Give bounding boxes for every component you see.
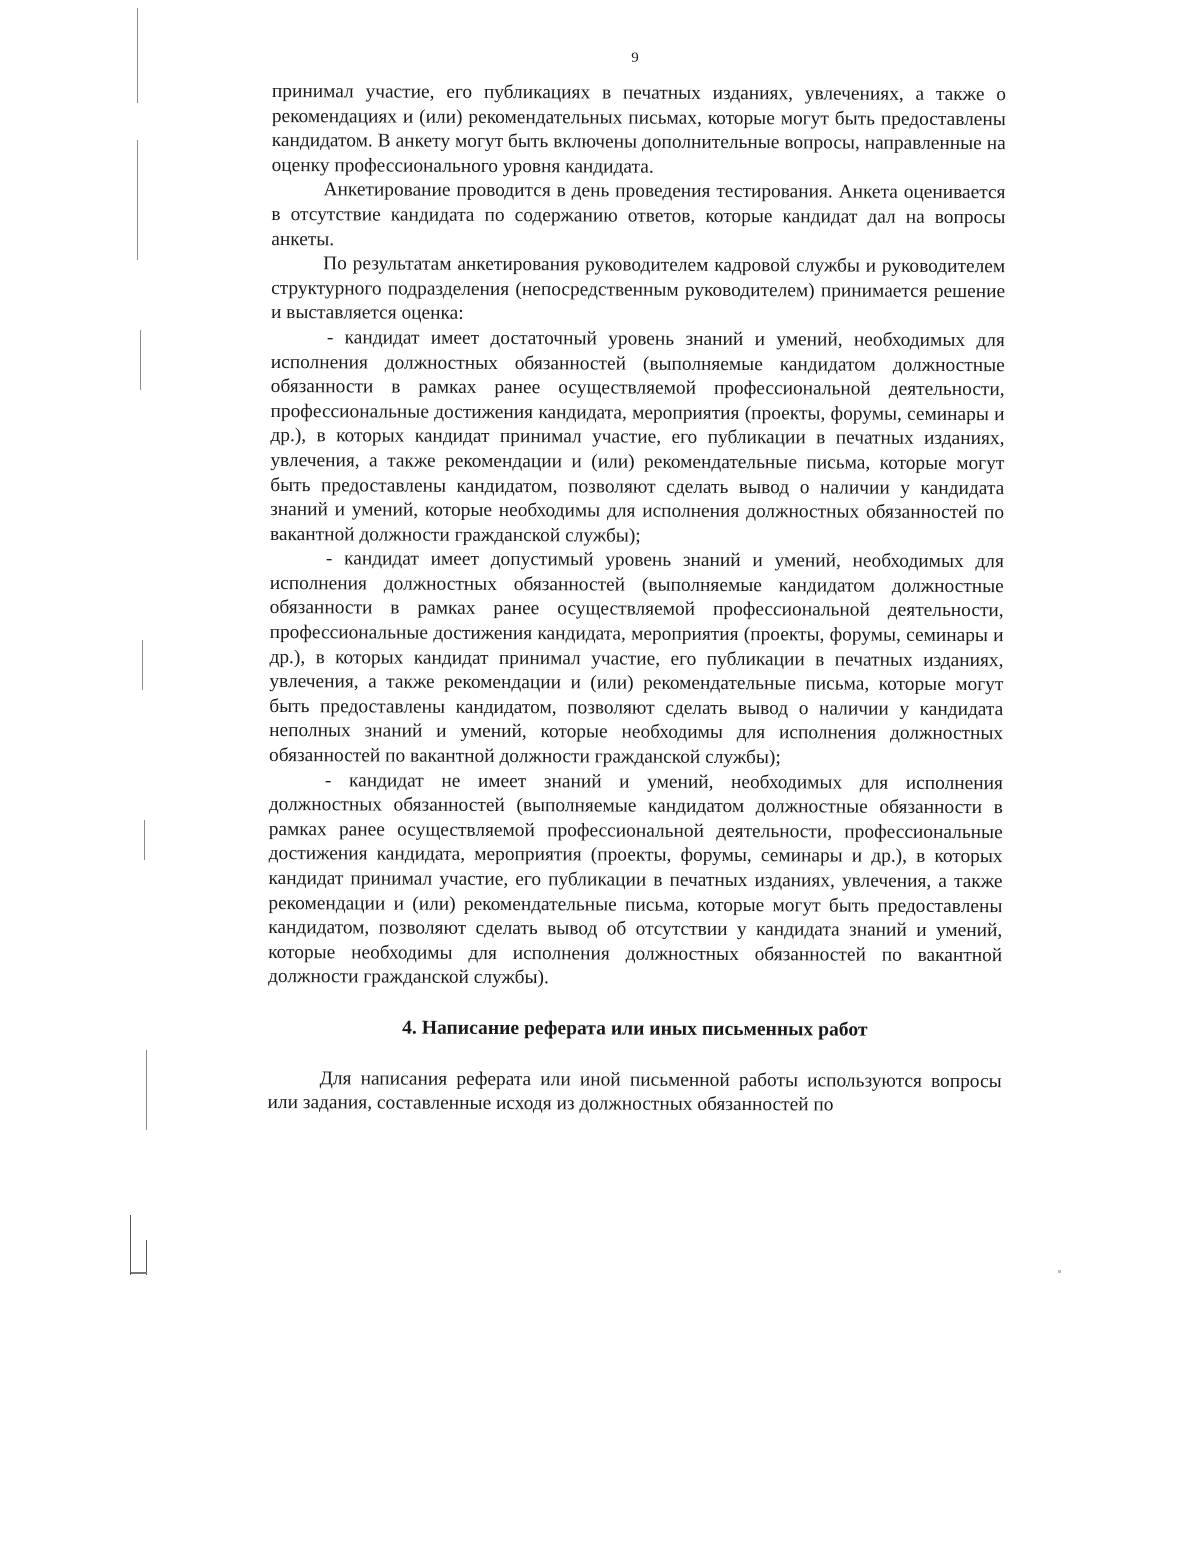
scan-artifact-line [137,8,138,103]
scan-artifact-line [144,820,145,860]
scan-artifact-line [137,140,138,260]
scan-artifact-line [146,1240,147,1275]
scan-artifact-line [146,1050,147,1130]
scan-artifact-line [131,1272,147,1274]
list-item-acceptable-level: - кандидат имеет допустимый уровень знаний и умений, необходимых для исполнения должностных обязанностей (выполняемые кандидатом должностные обязанности в рамках ранее осуществляемой профессиональной деятельности, профессиональные достижения кандидата, мероприятия (проекты, форумы, семинары и др.), в которых кандидат принимал участие, его публикации в печатных изданиях, увлечения, а также рекомендации и (или) рекомендательные письма, которые могут быть предоставлены кандидатом, позволяют сделать вывод о наличии у кандидата неполных знаний и умений, которые необходимы для исполнения должностных обязанностей по вакантной должности гражданской службы); [269,548,1004,769]
section-heading: 4. Написание реферата или иных письменных работ [402,1017,868,1041]
list-item-sufficient-level: - кандидат имеет достаточный уровень знаний и умений, необходимых для исполнения должностных обязанностей (выполняемые кандидатом должностные обязанности в рамках ранее осуществляемой профессиональной деятельности, профессиональные достижения кандидата, мероприятия (проекты, форумы, семинары и др.), в которых кандидат принимал участие, его публикации в печатных изданиях, увлечения, а также рекомендации и (или) рекомендательные письма, которые могут быть предоставлены кандидатом, позволяют сделать вывод о наличии у кандидата знаний и умений, которые необходимы для исполнения должностных обязанностей по вакантной должности гражданской службы); [269,327,1005,547]
paragraph-survey-results: По результатам анкетирования руководителем кадровой службы и руководителем структурного подразделения (непосредственным руководителем) принимается решение и выставляется оценка: [270,253,1006,325]
paragraph-survey-procedure: Анкетирование проводится в день проведения тестирования. Анкета оценивается в отсутствие кандидата по содержанию ответов, которые кандидат дал на вопросы анкеты. [271,179,1006,250]
scan-artifact-line [140,330,141,390]
scan-artifact-line [142,640,143,690]
paragraph-continuation: принимал участие, его публикациях в печатных изданиях, увлечениях, а также о рекомендациях и (или) рекомендательных письмах, которые могут быть предоставлены кандидатом. В анкету могут быть включены дополнительные вопросы, направленные на оценку профессионального уровня кандидата. [271,80,1006,178]
scan-artifact-line [130,1215,131,1275]
scan-artifact-dot [1058,1270,1061,1273]
paragraph-essay-questions: Для написания реферата или иной письменной работы используются вопросы или задания, составленные исходя из должностных обязанностей по [267,1067,1002,1116]
document-body [267,80,1006,1119]
page-number: 9 [631,50,639,66]
list-item-no-knowledge: - кандидат не имеет знаний и умений, необходимых для исполнения должностных обязанностей (выполняемые кандидатом должностные обязанности в рамках ранее осуществляемой профессиональной деятельности, профессиональные достижения кандидата, мероприятия (проекты, форумы, семинары и др.), в которых кандидат принимал участие, его публикации в печатных изданиях, увлечения, а также рекомендации и (или) рекомендательные письма, которые могут быть предоставлены кандидатом, позволяют сделать вывод об отсутствии у кандидата знаний и умений, которые необходимы для исполнения должностных обязанностей по вакантной должности гражданской службы). [268,769,1003,989]
